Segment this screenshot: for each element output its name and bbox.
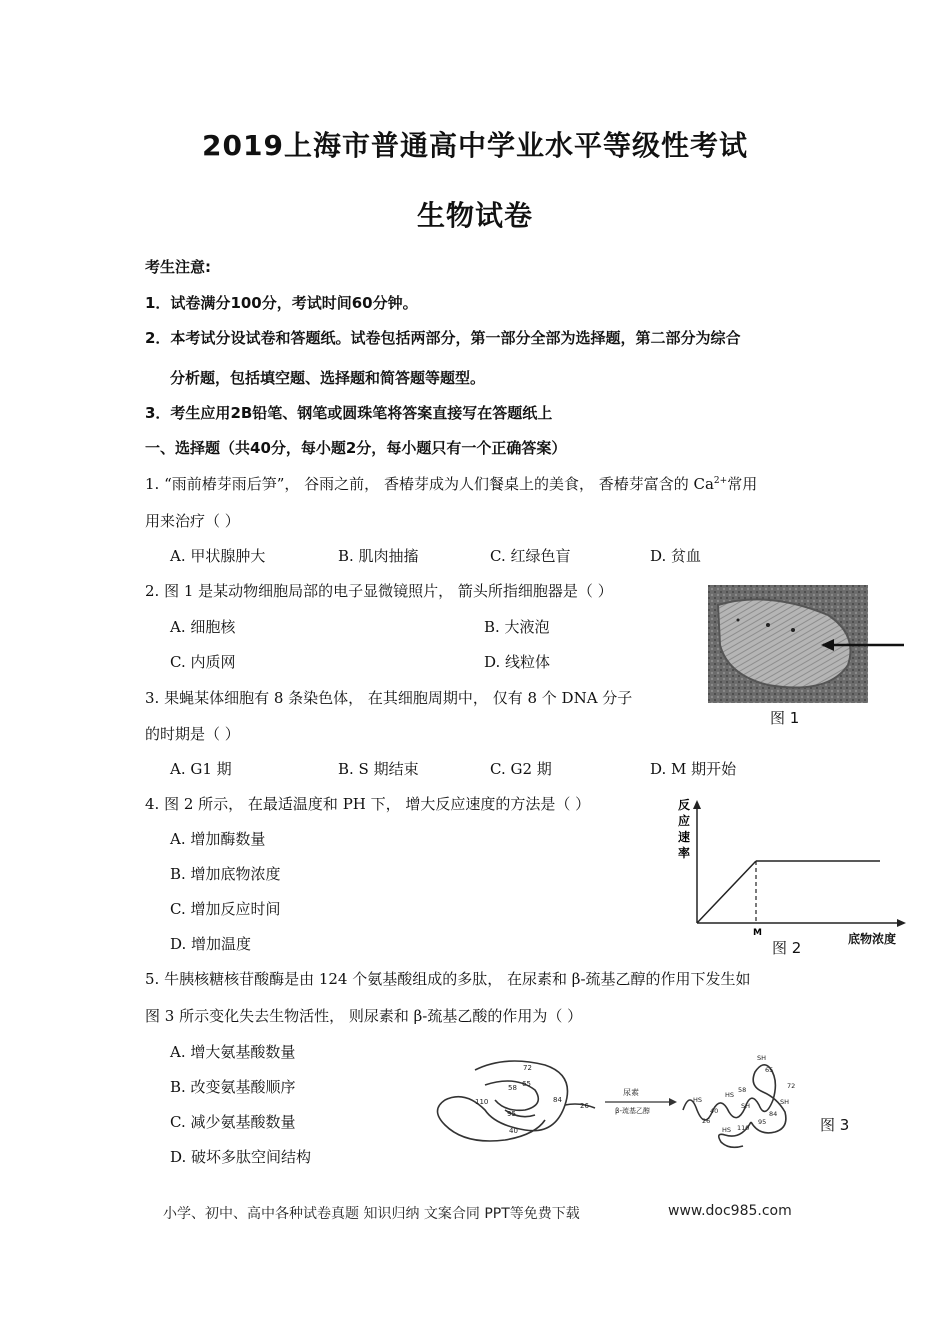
graph-x-mark: M xyxy=(753,928,762,938)
q3-option-c: C. G2 期 xyxy=(490,760,552,778)
graph-xlabel: 底物浓度 xyxy=(848,932,897,946)
reaction-arrow-bottom-label: β-巯基乙醇 xyxy=(615,1107,650,1115)
question-3-line-1: 3. 果蝇某体细胞有 8 条染色体， 在其细胞周期中， 仅有 8 个 DNA 分子 xyxy=(145,689,633,707)
q4-option-c: C. 增加反应时间 xyxy=(170,900,281,918)
folded-label-4: 110 xyxy=(475,1098,489,1106)
graph-ylabel-char-4: 率 xyxy=(678,846,691,860)
unfolded-label-4: HS xyxy=(725,1091,735,1099)
notice-heading: 考生注意: xyxy=(145,258,211,276)
q1-option-d: D. 贫血 xyxy=(650,547,702,565)
q1-option-a: A. 甲状腺肿大 xyxy=(170,547,266,565)
q3-option-b: B. S 期结束 xyxy=(338,760,419,778)
unfolded-label-3: 72 xyxy=(787,1082,796,1090)
question-1-text-end: 常用 xyxy=(727,475,758,493)
graph-ylabel-char-2: 应 xyxy=(678,814,691,828)
folded-label-1: 72 xyxy=(523,1064,532,1072)
folded-label-2: 65 xyxy=(522,1080,531,1088)
folded-label-6: 84 xyxy=(553,1096,562,1104)
footer-url[interactable]: www.doc985.com xyxy=(668,1203,792,1219)
unfolded-label-5: 58 xyxy=(738,1086,747,1094)
unfolded-label-14: 110 xyxy=(737,1124,750,1132)
q3-option-a: A. G1 期 xyxy=(170,760,232,778)
folded-label-7: 40 xyxy=(509,1127,518,1135)
question-5-line-1: 5. 牛胰核糖核苷酸酶是由 124 个氨基酸组成的多肽， 在尿素和 β-巯基乙醇的作用下发生如 xyxy=(145,970,751,988)
q4-option-a: A. 增加酶数量 xyxy=(170,830,266,848)
q3-option-d: D. M 期开始 xyxy=(650,760,737,778)
page-title: 2019上海市普通高中学业水平等级性考试 xyxy=(202,129,748,162)
question-2-line-1: 2. 图 1 是某动物细胞局部的电子显微镜照片， 箭头所指细胞器是（ ） xyxy=(145,582,613,600)
q4-option-b: B. 增加底物浓度 xyxy=(170,865,281,883)
unfolded-protein xyxy=(683,1065,786,1148)
question-1-text: 1. “雨前椿芽雨后笋”， 谷雨之前， 香椿芽成为人们餐桌上的美食， 香椿芽富含的 Ca xyxy=(145,475,714,493)
figure-2-graph xyxy=(670,795,910,945)
notice-item-2-cont: 分析题，包括填空题、选择题和简答题等题型。 xyxy=(170,369,486,387)
question-5-line-2: 图 3 所示变化失去生物活性， 则尿素和 β-巯基乙酸的作用为（ ） xyxy=(145,1007,583,1025)
figure-1-micrograph xyxy=(708,585,908,705)
q2-option-c: C. 内质网 xyxy=(170,653,236,671)
reaction-arrow-top-label: 尿素 xyxy=(623,1088,639,1097)
unfolded-label-2: 65 xyxy=(765,1066,774,1074)
q2-option-d: D. 线粒体 xyxy=(484,653,551,671)
figure-3-caption: 图 3 xyxy=(820,1116,850,1134)
q5-option-b: B. 改变氨基酸顺序 xyxy=(170,1078,296,1096)
q5-option-c: C. 减少氨基酸数量 xyxy=(170,1113,296,1131)
q5-option-a: A. 增大氨基酸数量 xyxy=(170,1043,296,1061)
graph-ylabel-char-1: 反 xyxy=(678,798,691,812)
unfolded-label-13: HS xyxy=(722,1126,732,1134)
q5-option-d: D. 破坏多肽空间结构 xyxy=(170,1148,312,1166)
unfolded-label-7: 40 xyxy=(710,1107,719,1115)
unfolded-label-6: HS xyxy=(693,1096,703,1104)
notice-item-1: 1．试卷满分100分，考试时间60分钟。 xyxy=(145,294,418,312)
folded-label-3: 58 xyxy=(508,1084,517,1092)
folded-label-5: 95 xyxy=(507,1110,516,1118)
figure-2-caption: 图 2 xyxy=(772,939,802,957)
q4-option-d: D. 增加温度 xyxy=(170,935,252,953)
unfolded-label-1: SH xyxy=(757,1054,767,1062)
footer-text: 小学、初中、高中各种试卷真题 知识归纳 文案合同 PPT等免费下载 xyxy=(163,1206,580,1222)
question-4-line-1: 4. 图 2 所示， 在最适温度和 PH 下， 增大反应速度的方法是（ ） xyxy=(145,795,591,813)
unfolded-label-8: 26 xyxy=(702,1117,711,1125)
q2-option-a: A. 细胞核 xyxy=(170,618,236,636)
notice-item-2: 2．本考试分设试卷和答题纸。试卷包括两部分，第一部分全部为选择题，第二部分为综合 xyxy=(145,329,741,347)
question-1-line-2: 用来治疗（ ） xyxy=(145,512,240,530)
folded-label-8: 26 xyxy=(580,1102,589,1110)
question-1-line-1 xyxy=(145,473,757,494)
unfolded-label-10: SH xyxy=(780,1098,790,1106)
unfolded-label-12: 95 xyxy=(758,1118,767,1126)
figure-3-diagram xyxy=(425,1050,815,1160)
unfolded-label-11: 84 xyxy=(769,1110,778,1118)
section-heading: 一、选择题（共40分，每小题2分，每小题只有一个正确答案） xyxy=(145,439,567,457)
question-1-superscript: 2+ xyxy=(713,476,728,486)
unfolded-label-9: SH xyxy=(741,1102,751,1110)
question-3-line-2: 的时期是（ ） xyxy=(145,725,240,743)
q1-option-b: B. 肌肉抽搐 xyxy=(338,547,419,565)
graph-curve-rise xyxy=(697,861,756,923)
graph-ylabel-char-3: 速 xyxy=(678,830,691,844)
figure-1-caption: 图 1 xyxy=(770,709,800,727)
q2-option-b: B. 大液泡 xyxy=(484,618,550,636)
notice-item-3: 3．考生应用2B铅笔、钢笔或圆珠笔将答案直接写在答题纸上 xyxy=(145,404,553,422)
page-subtitle: 生物试卷 xyxy=(416,199,533,232)
q1-option-c: C. 红绿色盲 xyxy=(490,547,571,565)
